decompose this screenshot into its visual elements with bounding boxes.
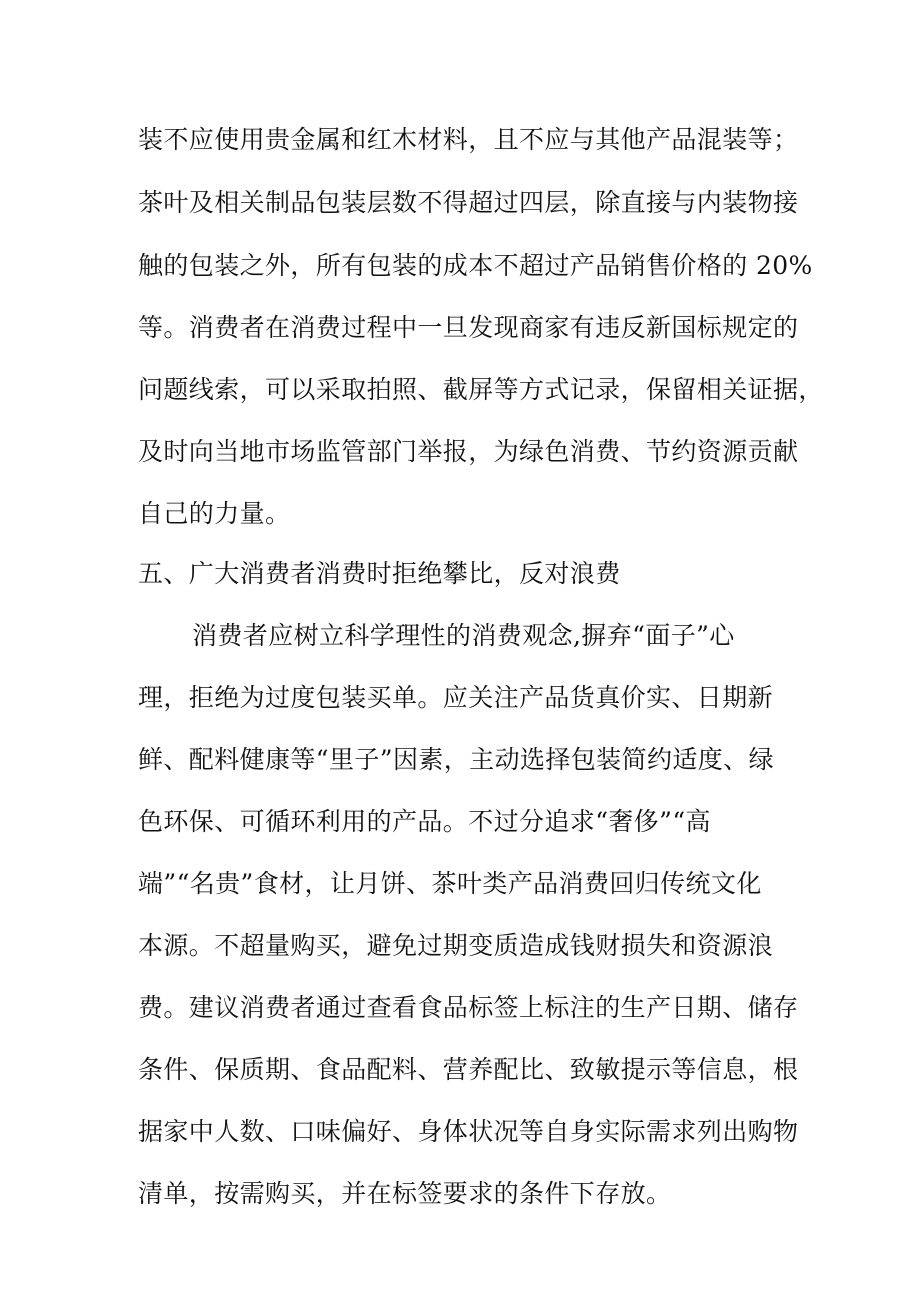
text-line: 端”“名贵”食材，让月饼、茶叶类产品消费回归传统文化 bbox=[138, 869, 762, 898]
text-line: 茶叶及相关制品包装层数不得超过四层，除直接与内装物接 bbox=[138, 188, 799, 217]
text-line: 等。消费者在消费过程中一旦发现商家有违反新国标规定的 bbox=[138, 313, 799, 342]
text-line: 理，拒绝为过度包装买单。应关注产品货真价实、日期新 bbox=[138, 683, 774, 712]
text-line: 色环保、可循环利用的产品。不过分追求“奢侈”“高 bbox=[138, 807, 711, 836]
text-line: 触的包装之外，所有包装的成本不超过产品销售价格的 20% bbox=[138, 251, 813, 280]
text-line: 清单，按需购买，并在标签要求的条件下存放。 bbox=[138, 1179, 672, 1208]
text-line: 据家中人数、口味偏好、身体状况等自身实际需求列出购物 bbox=[138, 1117, 799, 1146]
text-line: 条件、保质期、食品配料、营养配比、致敏提示等信息，根 bbox=[138, 1055, 799, 1084]
section-heading: 五、广大消费者消费时拒绝攀比，反对浪费 bbox=[138, 559, 621, 588]
text-line: 费。建议消费者通过查看食品标签上标注的生产日期、储存 bbox=[138, 993, 799, 1022]
text-line: 消费者应树立科学理性的消费观念,摒弃“面子”心 bbox=[192, 621, 735, 650]
text-line: 问题线索，可以采取拍照、截屏等方式记录，保留相关证据， bbox=[138, 375, 824, 404]
text-line: 鲜、配料健康等“里子”因素，主动选择包装简约适度、绿 bbox=[138, 745, 774, 774]
text-line: 本源。不超量购买，避免过期变质造成钱财损失和资源浪 bbox=[138, 931, 774, 960]
text-line: 自己的力量。 bbox=[138, 499, 291, 528]
text-line: 装不应使用贵金属和红木材料，且不应与其他产品混装等； bbox=[138, 125, 799, 154]
text-line: 及时向当地市场监管部门举报，为绿色消费、节约资源贡献 bbox=[138, 437, 799, 466]
